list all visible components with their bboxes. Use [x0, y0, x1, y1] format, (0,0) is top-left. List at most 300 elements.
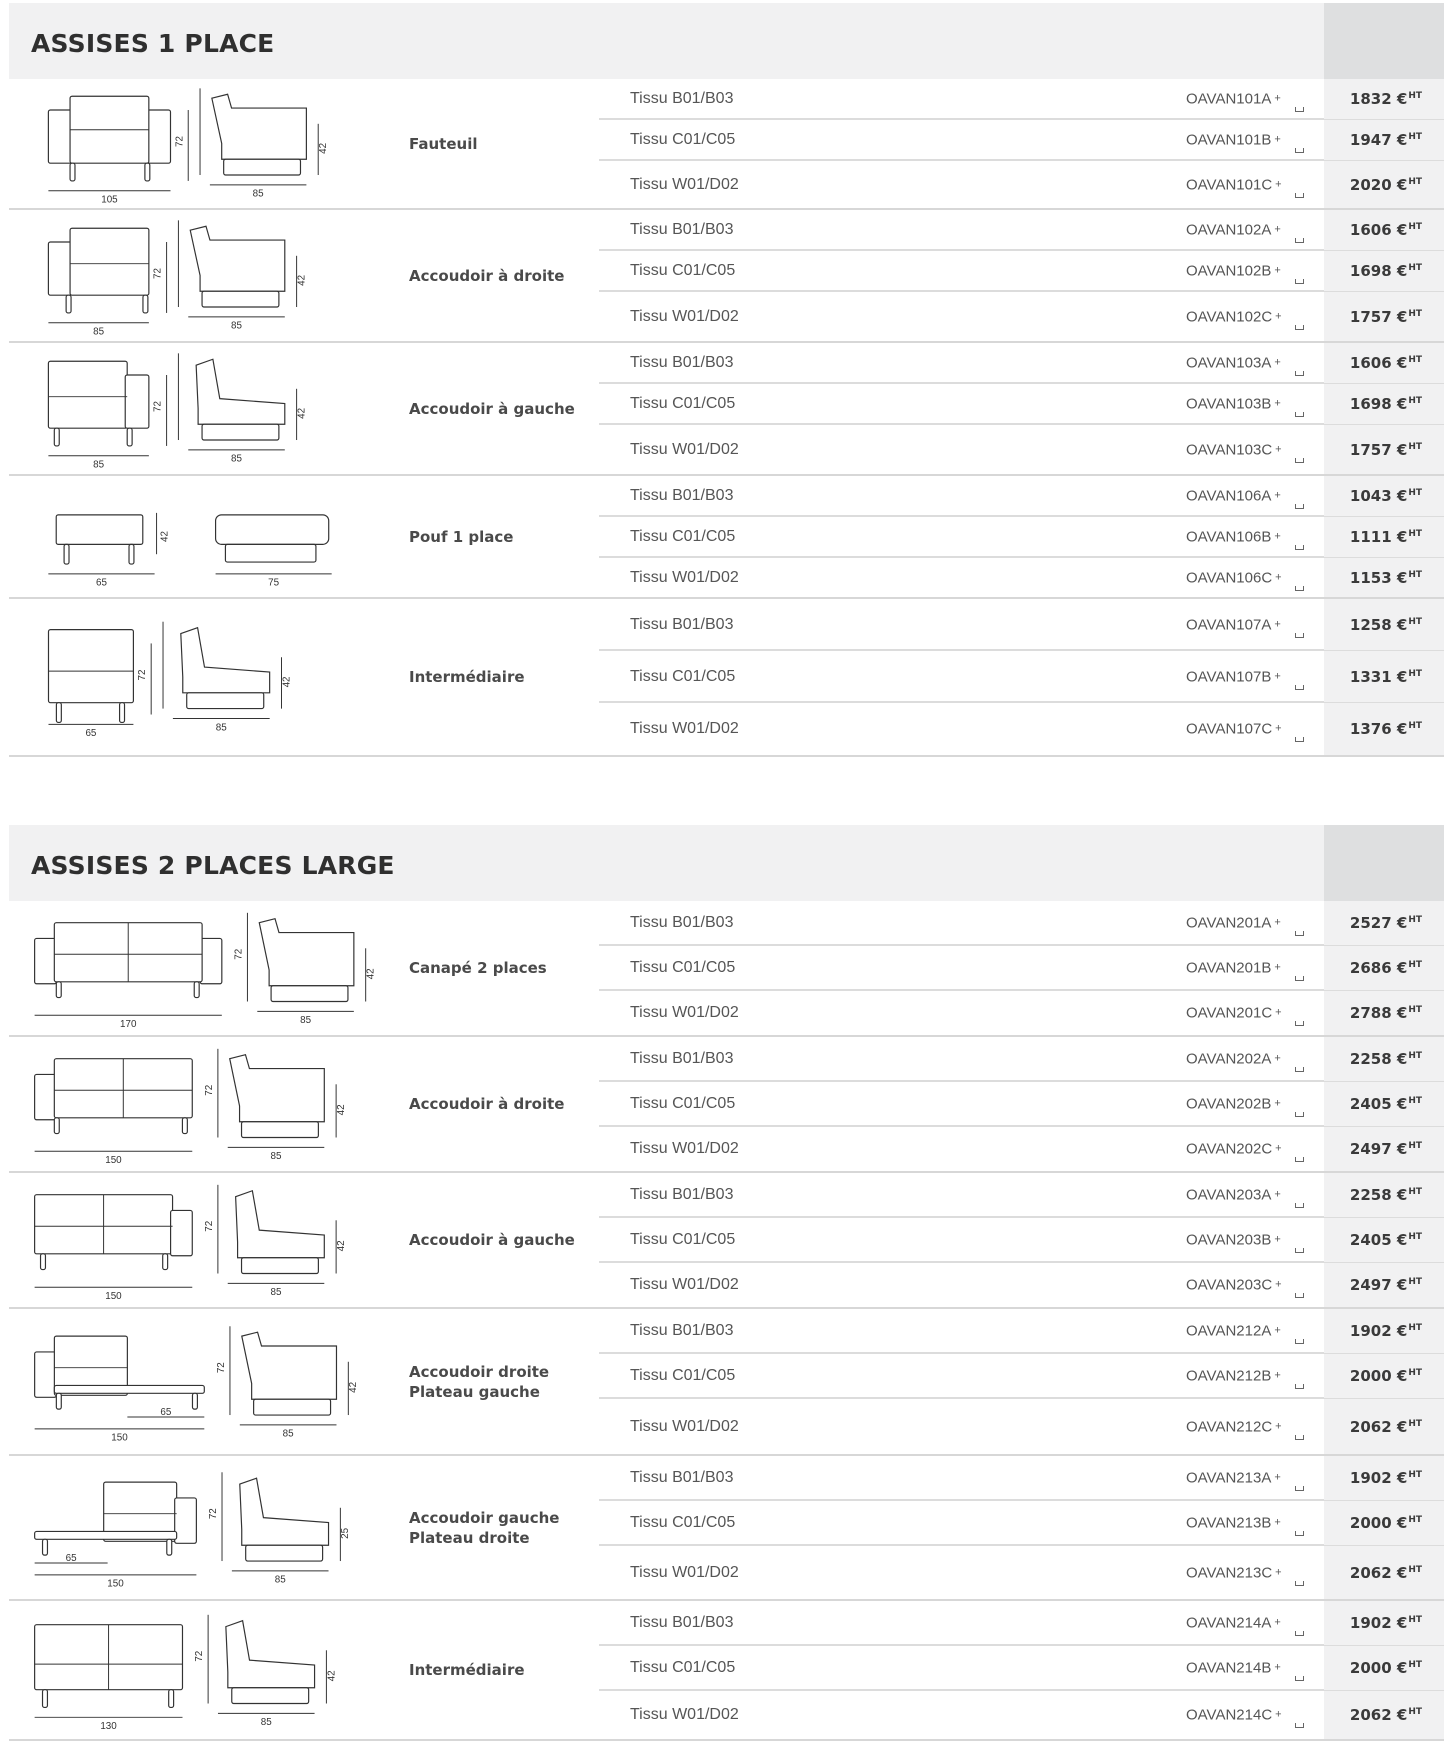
front-width-label: 170: [120, 1019, 137, 1031]
side-width-label: 85: [300, 1015, 312, 1027]
side-profile: [259, 919, 354, 986]
fabric-label: Tissu C01/C05: [630, 395, 736, 412]
bracket-icon: [1295, 1384, 1304, 1389]
height-label: 72: [174, 136, 186, 147]
price-tax-suffix: HT: [1408, 1470, 1422, 1480]
plus-icon: +: [1275, 310, 1282, 322]
product-code: [1186, 1187, 1281, 1204]
plus-icon: +: [1275, 1708, 1282, 1721]
product-group: [9, 599, 1444, 757]
code-text: OAVAN212A: [1186, 1322, 1272, 1340]
armrest: [125, 375, 149, 428]
fabric-label: Tissu B01/B03: [630, 914, 734, 931]
code-text: OAVAN203A: [1186, 1186, 1272, 1204]
side-base: [242, 1258, 319, 1274]
plus-icon: +: [1274, 92, 1281, 105]
pouf-top: [56, 515, 143, 545]
side-width-label: 85: [231, 453, 242, 465]
seat-back: [48, 630, 133, 703]
price-value: 2405 €: [1349, 1231, 1408, 1249]
row-divider: [599, 1397, 1324, 1398]
side-profile: [236, 1191, 325, 1258]
price-tax-suffix: HT: [1408, 721, 1422, 731]
plus-icon: +: [1275, 1566, 1282, 1578]
price-value: 2788 €: [1349, 1004, 1408, 1022]
bracket-icon: [1295, 1112, 1304, 1117]
row-divider: [599, 1261, 1324, 1262]
product-group: [9, 210, 1444, 343]
price: [1350, 1706, 1422, 1724]
bracket-icon: [1295, 545, 1304, 550]
bracket-icon: [1295, 1157, 1304, 1162]
price: [1350, 487, 1422, 505]
side-width-label: 75: [268, 577, 280, 589]
bracket-icon: [1295, 931, 1304, 936]
price-value: 1832 €: [1349, 90, 1408, 108]
price: [1350, 528, 1422, 546]
fabric-label: Tissu W01/D02: [630, 175, 739, 193]
fabric-label: Tissu B01/B03: [630, 90, 734, 107]
section-title: ASSISES 1 PLACE: [31, 29, 275, 58]
row-divider: [599, 1352, 1324, 1353]
front-width-label: 150: [105, 1155, 122, 1167]
right-armrest: [147, 110, 171, 163]
code-text: OAVAN213B: [1186, 1514, 1272, 1532]
price-tax-suffix: HT: [1408, 308, 1422, 319]
pouf-side: [216, 515, 329, 545]
variant-row: [599, 1399, 1444, 1454]
variant-row: [599, 79, 1444, 120]
plus-icon: +: [1274, 1052, 1281, 1065]
bracket-icon: [1295, 1203, 1304, 1208]
product-drawing: [9, 79, 339, 208]
product-code: [1186, 1470, 1281, 1487]
fabric-label: Tissu C01/C05: [630, 667, 736, 685]
variant-row: [599, 946, 1444, 991]
dimension-drawing: [9, 476, 339, 597]
product-code: [1186, 915, 1281, 932]
price-tax-suffix: HT: [1408, 1051, 1422, 1061]
plus-icon: +: [1274, 1324, 1281, 1337]
leg: [56, 982, 61, 998]
row-divider: [599, 159, 1324, 160]
fabric-label: Tissu B01/B03: [630, 354, 734, 371]
side-profile: [242, 1332, 337, 1399]
price: [1350, 262, 1422, 280]
code-text: OAVAN201A: [1186, 914, 1272, 932]
product-code: [1186, 1515, 1281, 1532]
bracket-icon: [1295, 1531, 1304, 1536]
side-profile: [190, 226, 285, 291]
variant-row: [599, 1309, 1444, 1354]
price-tax-suffix: HT: [1408, 1096, 1422, 1106]
product-code: [1186, 569, 1282, 586]
price-value: 1331 €: [1349, 667, 1408, 686]
row-divider: [599, 701, 1324, 702]
variant-row: [599, 517, 1444, 558]
height-label: 72: [208, 1508, 220, 1520]
product-name: Fauteuil: [409, 134, 478, 153]
price-tax-suffix: HT: [1408, 1660, 1422, 1670]
price-tax-suffix: HT: [1408, 263, 1422, 273]
section-header: [9, 3, 1444, 79]
product-name: Pouf 1 place: [409, 527, 514, 546]
leg: [56, 703, 61, 723]
product-name: Intermédiaire: [409, 668, 525, 686]
price: [1350, 1186, 1422, 1204]
variant-row: [599, 703, 1444, 755]
code-text: OAVAN101A: [1186, 90, 1272, 108]
variant-row: [599, 1646, 1444, 1691]
fabric-label: Tissu B01/B03: [630, 221, 734, 238]
fabric-label: Tissu W01/D02: [630, 1706, 739, 1723]
price-tax-suffix: HT: [1408, 91, 1422, 101]
price-value: 1757 €: [1349, 307, 1408, 326]
code-text: OAVAN214B: [1186, 1659, 1272, 1677]
row-divider: [599, 1644, 1324, 1645]
row-divider: [599, 556, 1324, 557]
height-label: 72: [203, 1084, 215, 1096]
variant-row: [599, 1501, 1444, 1546]
leg: [143, 295, 148, 313]
product-name: Canapé 2 places: [409, 959, 547, 977]
product-code: [1186, 441, 1282, 458]
plus-icon: +: [1274, 670, 1281, 682]
price: [1350, 1004, 1422, 1022]
code-text: OAVAN107B: [1186, 668, 1272, 685]
product-code: [1186, 222, 1281, 239]
side-profile: [226, 1621, 315, 1688]
variant-row: [599, 292, 1444, 341]
front-width-label: 150: [111, 1432, 128, 1444]
bracket-icon: [1295, 633, 1304, 638]
code-text: OAVAN214A: [1186, 1614, 1272, 1632]
row-divider: [599, 944, 1324, 945]
plus-icon: +: [1275, 571, 1282, 583]
fabric-label: Tissu W01/D02: [630, 307, 739, 325]
price-tax-suffix: HT: [1408, 441, 1422, 452]
section-title: ASSISES 2 PLACES LARGE: [31, 851, 395, 880]
product-code: [1186, 1277, 1282, 1294]
leg: [127, 428, 132, 446]
left-armrest: [35, 938, 57, 983]
fabric-label: Tissu B01/B03: [630, 1322, 734, 1339]
variant-row: [599, 1546, 1444, 1599]
price: [1350, 1050, 1422, 1068]
product-drawing: [9, 210, 339, 341]
height-label: 42: [159, 531, 171, 542]
product-drawing: [9, 1456, 352, 1599]
product-code: [1186, 355, 1281, 372]
price: [1350, 1276, 1422, 1294]
code-text: OAVAN213C: [1186, 1564, 1273, 1581]
side-base: [242, 1122, 319, 1138]
leg: [120, 703, 125, 723]
fabric-label: Tissu W01/D02: [630, 1563, 739, 1581]
product-name: Intermédiaire: [409, 1661, 525, 1679]
price-value: 2000 €: [1349, 1514, 1408, 1532]
price-tax-suffix: HT: [1408, 1418, 1422, 1429]
code-text: OAVAN101B: [1186, 131, 1272, 149]
price-tax-suffix: HT: [1408, 1141, 1422, 1151]
price-tax-suffix: HT: [1408, 1564, 1422, 1575]
product-drawing: [9, 1173, 347, 1307]
fabric-label: Tissu W01/D02: [630, 568, 739, 586]
plus-icon: +: [1274, 133, 1281, 146]
leg: [56, 1393, 61, 1409]
product-drawing: [9, 1037, 347, 1171]
code-text: OAVAN214C: [1186, 1706, 1273, 1724]
side-width-label: 85: [282, 1428, 294, 1440]
plus-icon: +: [1274, 223, 1281, 236]
price: [1350, 1514, 1422, 1532]
price: [1350, 395, 1422, 413]
plus-icon: +: [1274, 397, 1281, 410]
variant-row: [599, 1456, 1444, 1501]
side-width-label: 85: [274, 1574, 286, 1586]
variant-row: [599, 251, 1444, 292]
side-profile: [196, 359, 285, 424]
product-code: [1186, 1660, 1281, 1677]
dimension-drawing: [9, 1037, 347, 1171]
plus-icon: +: [1274, 1471, 1281, 1484]
price-tax-suffix: HT: [1408, 1368, 1422, 1378]
price-value: 2497 €: [1349, 1276, 1408, 1294]
armrest: [48, 242, 72, 295]
code-text: OAVAN102A: [1186, 221, 1272, 239]
product-code: [1186, 1323, 1281, 1340]
bracket-icon: [1295, 1486, 1304, 1491]
product-code: [1186, 1707, 1282, 1724]
bracket-icon: [1295, 586, 1304, 591]
height-label: 72: [233, 948, 245, 960]
price-value: 1947 €: [1349, 131, 1408, 149]
product-name: Accoudoir gauche Plateau droite: [409, 1508, 560, 1547]
leg: [167, 1539, 172, 1555]
price-tax-suffix: HT: [1408, 1615, 1422, 1625]
bracket-icon: [1295, 976, 1304, 981]
row-divider: [599, 1216, 1324, 1217]
product-code: [1186, 1051, 1281, 1068]
leg: [43, 1539, 48, 1555]
fabric-label: Tissu C01/C05: [630, 1095, 736, 1112]
price-tax-suffix: HT: [1408, 488, 1422, 498]
product-drawing: [9, 343, 339, 474]
variant-row: [599, 384, 1444, 425]
code-text: OAVAN103B: [1186, 395, 1272, 413]
product-group: [9, 476, 1444, 599]
plus-icon: +: [1275, 1278, 1282, 1291]
product-drawing: [9, 1601, 339, 1739]
product-code: [1186, 1368, 1281, 1385]
front-width-label: 105: [101, 194, 118, 206]
fabric-label: Tissu C01/C05: [630, 959, 736, 976]
side-base: [232, 1688, 309, 1704]
code-text: OAVAN106C: [1186, 569, 1273, 586]
front-width-label: 150: [105, 1291, 122, 1303]
dimension-drawing: [9, 599, 339, 755]
variant-row: [599, 651, 1444, 703]
side-base: [187, 693, 264, 709]
leg: [163, 1254, 168, 1270]
price-tax-suffix: HT: [1408, 1515, 1422, 1525]
variant-row: [599, 1082, 1444, 1127]
leg: [169, 1690, 174, 1708]
side-base: [254, 1399, 331, 1415]
bracket-icon: [1295, 148, 1304, 153]
code-text: OAVAN213A: [1186, 1469, 1272, 1487]
product-drawing: [9, 599, 339, 755]
fabric-label: Tissu C01/C05: [630, 1659, 736, 1676]
leg: [194, 982, 199, 998]
code-text: OAVAN103A: [1186, 354, 1272, 372]
dimension-drawing: [9, 79, 339, 208]
price-tax-suffix: HT: [1408, 668, 1422, 679]
price: [1350, 1659, 1422, 1677]
code-text: OAVAN203B: [1186, 1231, 1272, 1249]
tray-width-label: 65: [65, 1553, 77, 1565]
side-base: [224, 159, 301, 175]
row-divider: [599, 1125, 1324, 1126]
bracket-icon: [1295, 458, 1304, 463]
product-group: [9, 1456, 1444, 1601]
side-width-label: 85: [260, 1717, 272, 1729]
code-text: OAVAN202C: [1186, 1140, 1273, 1158]
row-divider: [599, 515, 1324, 516]
dimension-drawing: [9, 343, 339, 474]
code-text: OAVAN106A: [1186, 487, 1272, 505]
front-width-label: 65: [85, 728, 97, 740]
variant-row: [599, 120, 1444, 161]
left-armrest: [48, 110, 72, 163]
price-tax-suffix: HT: [1408, 529, 1422, 539]
variant-row: [599, 599, 1444, 651]
leg: [54, 1118, 59, 1134]
row-divider: [599, 649, 1324, 650]
fabric-label: Tissu W01/D02: [630, 1140, 739, 1157]
row-divider: [599, 1689, 1324, 1690]
side-tray: [54, 1385, 204, 1393]
variant-row: [599, 558, 1444, 597]
price: [1350, 1322, 1422, 1340]
fabric-label: Tissu W01/D02: [630, 440, 739, 458]
plus-icon: +: [1274, 1233, 1281, 1246]
fabric-label: Tissu C01/C05: [630, 262, 736, 279]
price: [1350, 1231, 1422, 1249]
price: [1350, 1140, 1422, 1158]
plus-icon: +: [1274, 1661, 1281, 1674]
leg: [41, 1254, 46, 1270]
price-value: 1698 €: [1349, 262, 1408, 280]
bracket-icon: [1295, 325, 1304, 330]
product-name: Accoudoir à gauche: [409, 399, 575, 418]
dimension-drawing: [9, 1456, 352, 1599]
plus-icon: +: [1274, 1516, 1281, 1529]
price: [1350, 221, 1422, 239]
fabric-label: Tissu B01/B03: [630, 1469, 734, 1486]
right-armrest: [200, 938, 222, 983]
armrest: [35, 1074, 57, 1119]
height-label: 72: [152, 401, 164, 412]
row-divider: [599, 118, 1324, 119]
side-profile: [212, 94, 307, 159]
seat-back: [48, 361, 127, 428]
price-tax-suffix: HT: [1408, 1277, 1422, 1287]
fabric-label: Tissu C01/C05: [630, 1367, 736, 1384]
front-width-label: 130: [100, 1721, 117, 1733]
height-label: 72: [194, 1650, 206, 1662]
price-value: 2258 €: [1349, 1186, 1408, 1204]
code-text: OAVAN107A: [1186, 616, 1272, 633]
price-tax-suffix: HT: [1408, 569, 1422, 580]
price-value: 1153 €: [1349, 568, 1408, 587]
price: [1350, 1418, 1422, 1436]
price-value: 1902 €: [1349, 1614, 1408, 1632]
price-tax-suffix: HT: [1408, 1232, 1422, 1242]
section: [9, 3, 1444, 757]
product-code: [1186, 488, 1281, 505]
plus-icon: +: [1275, 178, 1282, 190]
row-divider: [599, 1544, 1324, 1545]
plus-icon: +: [1274, 264, 1281, 277]
product-name: Accoudoir à gauche: [409, 1231, 575, 1249]
dimension-drawing: [9, 901, 377, 1035]
height-label: 72: [137, 669, 149, 681]
price-tax-suffix: HT: [1408, 915, 1422, 925]
price-value: 1698 €: [1349, 395, 1408, 413]
seat-height-label: 42: [348, 1381, 360, 1393]
code-text: OAVAN202B: [1186, 1095, 1272, 1113]
row-divider: [599, 1499, 1324, 1500]
height-label: 72: [152, 268, 164, 279]
fabric-label: Tissu W01/D02: [630, 1004, 739, 1021]
price-value: 1258 €: [1349, 615, 1408, 634]
code-text: OAVAN212B: [1186, 1367, 1272, 1385]
price-tax-suffix: HT: [1408, 960, 1422, 970]
code-text: OAVAN101C: [1186, 176, 1273, 193]
product-code: [1186, 91, 1281, 108]
plus-icon: +: [1275, 443, 1282, 455]
price-value: 2062 €: [1349, 1563, 1408, 1582]
price-tax-suffix: HT: [1408, 355, 1422, 365]
variant-row: [599, 1037, 1444, 1082]
variant-row: [599, 1601, 1444, 1646]
price-tax-suffix: HT: [1408, 222, 1422, 232]
product-group: [9, 1037, 1444, 1173]
bracket-icon: [1295, 238, 1304, 243]
price: [1350, 914, 1422, 932]
front-width-label: 85: [93, 459, 105, 471]
side-base: [202, 424, 279, 440]
dimension-drawing: [9, 1309, 360, 1454]
plus-icon: +: [1275, 1142, 1282, 1155]
bracket-icon: [1295, 1676, 1304, 1681]
price-value: 1111 €: [1349, 528, 1408, 546]
product-drawing: [9, 476, 339, 597]
variant-row: [599, 1354, 1444, 1399]
code-text: OAVAN203C: [1186, 1276, 1273, 1294]
price-value: 2405 €: [1349, 1095, 1408, 1113]
price: [1350, 441, 1422, 459]
price-value: 2686 €: [1349, 959, 1408, 977]
height-label: 72: [203, 1220, 215, 1232]
price-value: 1757 €: [1349, 440, 1408, 459]
side-base: [246, 1545, 323, 1561]
seat-height-label: 42: [336, 1240, 347, 1252]
price: [1350, 569, 1422, 587]
seat-height-label: 42: [296, 407, 308, 419]
plus-icon: +: [1274, 1097, 1281, 1110]
